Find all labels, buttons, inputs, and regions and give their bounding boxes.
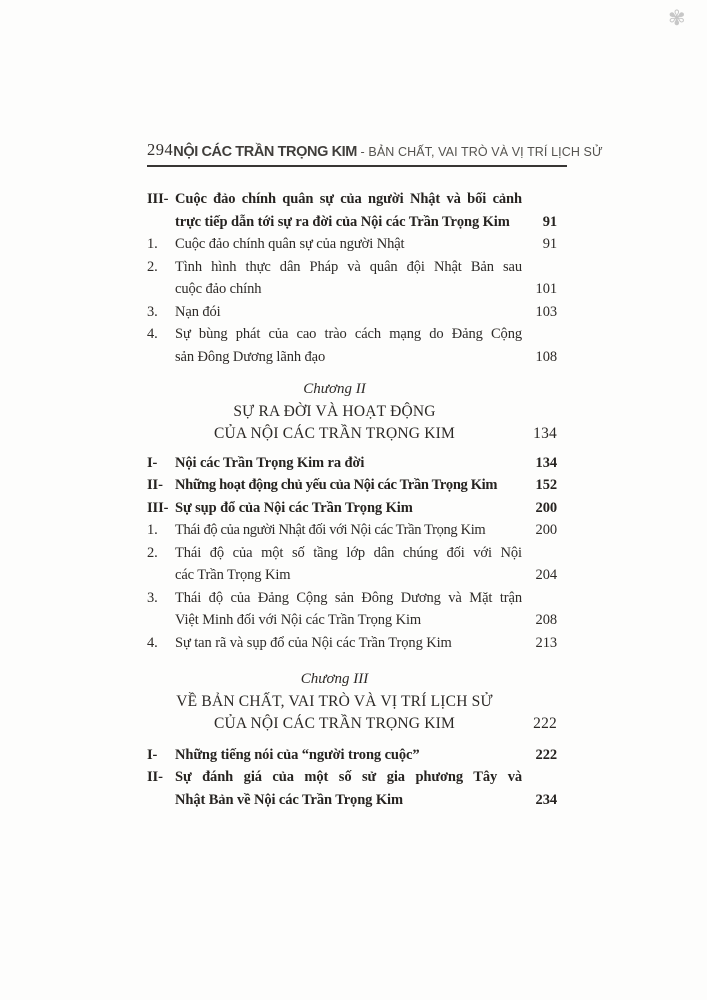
- running-header: [147, 140, 603, 167]
- chapter-title-text: CỦA NỘI CÁC TRẦN TRỌNG KIM: [213, 425, 456, 442]
- toc-line: [147, 452, 567, 475]
- page-number-folio: 294: [147, 140, 174, 159]
- toc-line: [147, 233, 567, 256]
- toc-item-text: sản Đông Dương lãnh đạo: [175, 348, 326, 365]
- toc-item-text: Thái độ của một số tầng lớp dân chúng đối với Nội: [175, 544, 522, 561]
- toc-item-label: 1.: [147, 522, 158, 538]
- toc-item-text: các Trần Trọng Kim: [175, 567, 291, 583]
- chapter-title-text: CỦA NỘI CÁC TRẦN TRỌNG KIM: [213, 715, 456, 732]
- toc-line: [147, 564, 567, 587]
- toc-page-number: 91: [542, 213, 557, 230]
- toc-item-text: Những hoạt động chủ yếu của Nội các Trần Trọng Kim: [175, 477, 498, 493]
- toc-item-text: Cuộc đảo chính quân sự của người Nhật: [175, 236, 405, 252]
- toc-page-number: 108: [535, 348, 557, 365]
- toc-page-number: 200: [535, 522, 557, 538]
- toc-line: [147, 587, 567, 610]
- toc-item-label: 1.: [147, 236, 158, 252]
- chapter-heading: [147, 691, 567, 714]
- chapter-heading: [147, 378, 567, 401]
- chapter-title-text: VỀ BẢN CHẤT, VAI TRÒ VÀ VỊ TRÍ LỊCH SỬ: [176, 692, 493, 710]
- toc-page-number: 91: [542, 236, 557, 252]
- toc-item-text: Nội các Trần Trọng Kim ra đời: [175, 454, 365, 471]
- toc-line: [147, 744, 567, 767]
- toc-page-number: 234: [535, 791, 557, 808]
- toc-page-number: 134: [533, 425, 557, 442]
- toc-line: [147, 519, 567, 542]
- toc-item-text: Nạn đói: [175, 303, 221, 320]
- toc-item-text: Cuộc đảo chính quân sự của người Nhật và bối cảnh: [175, 191, 522, 207]
- toc-item-label: I-: [147, 746, 158, 763]
- toc-item-text: Nhật Bản về Nội các Trần Trọng Kim: [175, 791, 403, 808]
- toc-page-number: 103: [535, 303, 557, 320]
- toc-item-label: 4.: [147, 326, 158, 342]
- toc-item-label: 3.: [147, 589, 158, 606]
- toc-line: [147, 211, 567, 234]
- running-title: [173, 144, 603, 160]
- toc-item-text: Thái độ của Đảng Cộng sản Đông Dương và Mặt trận: [175, 589, 522, 606]
- flower-icon: ✾: [668, 6, 686, 30]
- toc-item-label: III-: [147, 191, 169, 207]
- toc-line: [147, 789, 567, 812]
- toc-line: [147, 609, 567, 632]
- chapter-heading: [147, 668, 567, 691]
- toc-item-label: 4.: [147, 634, 158, 651]
- toc-item-text: Những tiếng nói của “người trong cuộc”: [175, 746, 420, 763]
- chapter-heading: [147, 423, 567, 446]
- toc-line: [147, 278, 567, 301]
- toc-item-text: Sự sụp đổ của Nội các Trần Trọng Kim: [175, 499, 413, 516]
- running-title-bold: NỘI CÁC TRẦN TRỌNG KIM: [173, 144, 357, 160]
- toc-page-number: 213: [535, 634, 557, 651]
- toc-line: [147, 346, 567, 369]
- toc-page-number: 222: [533, 715, 557, 732]
- toc-item-label: 2.: [147, 258, 158, 275]
- chapter-title-text: SỰ RA ĐỜI VÀ HOẠT ĐỘNG: [233, 402, 436, 420]
- toc-line: [147, 256, 567, 279]
- chapter-heading: [147, 401, 567, 424]
- toc-page-number: 101: [535, 281, 557, 297]
- toc-item-text: Thái độ của người Nhật đối với Nội các Trần Trọng Kim: [175, 522, 486, 538]
- toc-line: [147, 323, 567, 346]
- running-title-rest: - BẢN CHẤT, VAI TRÒ VÀ VỊ TRÍ LỊCH SỬ: [356, 145, 603, 159]
- toc-item-text: Tình hình thực dân Pháp và quân đội Nhật Bản sau: [175, 258, 522, 275]
- chapter-number-text: Chương III: [300, 671, 369, 687]
- toc-page-number: 152: [535, 477, 557, 493]
- toc-item-label: II-: [147, 477, 163, 493]
- toc-item-label: II-: [147, 769, 163, 785]
- toc-item-label: 2.: [147, 544, 158, 561]
- chapter-heading: [147, 713, 567, 736]
- toc-item-label: III-: [147, 499, 169, 516]
- toc-line: [147, 188, 567, 211]
- toc-page-number: 208: [535, 612, 557, 628]
- toc-line: [147, 542, 567, 565]
- toc-item-text: Việt Minh đối với Nội các Trần Trọng Kim: [175, 612, 422, 628]
- toc-line: [147, 301, 567, 324]
- toc-item-label: 3.: [147, 303, 158, 320]
- toc-item-label: I-: [147, 454, 158, 471]
- toc-item-text: cuộc đảo chính: [175, 281, 262, 297]
- toc-item-text: Sự đánh giá của một số sử gia phương Tây và: [175, 769, 522, 785]
- toc-item-text: Sự bùng phát của cao trào cách mạng do Đảng Cộng: [175, 326, 522, 342]
- toc-item-text: Sự tan rã và sụp đổ của Nội các Trần Trọng Kim: [175, 634, 452, 651]
- toc-line: [147, 497, 567, 520]
- toc-line: [147, 632, 567, 655]
- toc-line: [147, 474, 567, 497]
- table-of-contents: [147, 188, 567, 811]
- chapter-number-text: Chương II: [303, 381, 366, 397]
- toc-page-number: 134: [535, 454, 557, 471]
- toc-page-number: 204: [535, 567, 557, 583]
- toc-page-number: 222: [535, 746, 557, 763]
- toc-item-text: trực tiếp dẫn tới sự ra đời của Nội các Trần Trọng Kim: [175, 213, 510, 230]
- toc-line: [147, 766, 567, 789]
- toc-page-number: 200: [535, 499, 557, 516]
